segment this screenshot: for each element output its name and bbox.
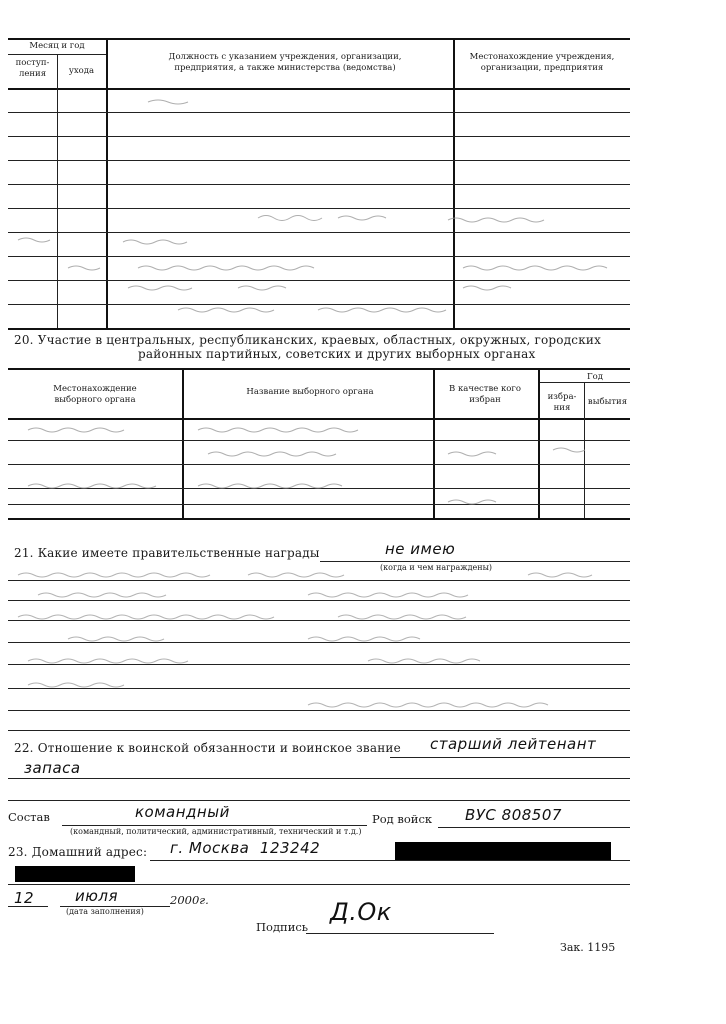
awards-hint: (когда и чем награждены) <box>380 563 493 572</box>
order-number: Зак. 1195 <box>560 941 616 954</box>
position-header: Должность с указанием учреждения, организации, предприятия, а также министерства (ведомства) <box>168 52 402 73</box>
work-table-bottom <box>8 328 630 330</box>
elected-location-header: Местонахождение выборного органа <box>53 384 137 405</box>
elected-table-bottom <box>8 518 630 520</box>
section21-title: 21. Какие имеете правительственные награды <box>14 546 320 560</box>
date-day: 12 <box>14 889 35 907</box>
date-year: 2000г. <box>170 893 209 907</box>
awards-answer: не имею <box>385 540 456 558</box>
military-answer-line2: запаса <box>24 759 81 777</box>
erased-handwriting-elected <box>8 420 630 516</box>
section20-title-line1: 20. Участие в центральных, республиканских, краевых, областных, окружных, городских <box>14 333 602 347</box>
elected-role-header: В качестве кого избран <box>449 384 521 405</box>
branch-label: Род войск <box>372 812 433 826</box>
section22-title: 22. Отношение к воинской обязанности и воинское звание <box>14 741 401 755</box>
military-answer-line <box>390 757 630 758</box>
awards-line <box>8 730 630 731</box>
elected-table-top <box>8 368 630 370</box>
military-line <box>8 800 630 801</box>
elected-name-header: Название выборного органа <box>246 387 374 397</box>
signature: Д.Ок <box>330 898 392 926</box>
military-line <box>8 778 630 779</box>
table-top-border <box>8 38 630 40</box>
start-header: поступ-ления <box>15 58 50 79</box>
military-answer-line1: старший лейтенант <box>430 735 597 753</box>
redacted-address-block <box>15 866 135 882</box>
date-hint: (дата заполнения) <box>66 907 144 916</box>
year-header: Год <box>587 372 603 382</box>
section20-title-line2: районных партийных, советских и других выборных органах <box>138 347 536 361</box>
end-header: ухода <box>68 66 95 76</box>
redacted-address-block <box>395 842 611 860</box>
composition-hint: (командный, политический, административный, технический и т.д.) <box>70 827 362 836</box>
date-month: июля <box>75 887 118 905</box>
branch-answer: ВУС 808507 <box>465 806 562 824</box>
composition-answer-line <box>62 825 367 826</box>
address-answer: г. Москва 123242 <box>170 839 321 857</box>
year-left-header: выбытия <box>587 397 628 407</box>
erased-handwriting-awards <box>8 565 630 725</box>
location-header: Местонахождение учреждения, организации, предприятия <box>469 52 615 73</box>
signature-label: Подпись <box>256 920 309 934</box>
erased-handwriting-work <box>8 90 630 328</box>
address-answer-line <box>150 860 630 861</box>
section23-title: 23. Домашний адрес: <box>8 845 148 859</box>
branch-answer-line <box>438 827 630 828</box>
year-elected-header: избра-ния <box>547 392 577 413</box>
address-line-2 <box>8 884 630 885</box>
composition-label: Состав <box>8 810 50 824</box>
month-year-header: Месяц и год <box>29 41 85 51</box>
composition-answer: командный <box>135 803 230 821</box>
date-day-line <box>8 906 48 907</box>
signature-line <box>306 933 494 934</box>
awards-answer-line <box>320 561 630 562</box>
